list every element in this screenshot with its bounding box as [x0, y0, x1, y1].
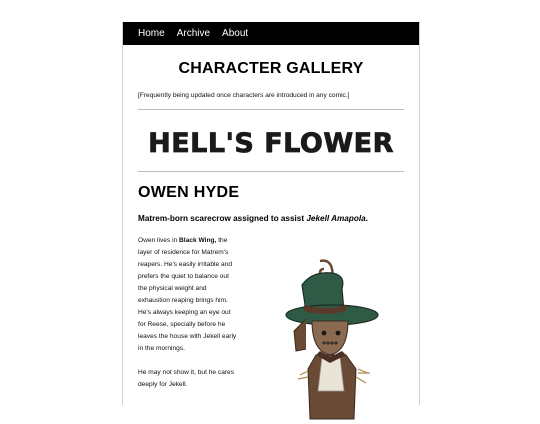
top-navbar [123, 22, 419, 45]
character-tagline [138, 214, 404, 223]
bio-text: the layer of residence for Matrem's reapers. He's easily irritable and prefers the quiet to balance out the physical weight and exhaustion reaping brings him. He's always keeping an eye out for Reese, specially before he leaves the house with Jekell early in the mornings. [138, 237, 237, 352]
tagline-end: . [365, 214, 368, 223]
comic-logo-graphic [148, 124, 394, 160]
nav-archive-link[interactable]: Archive [176, 28, 211, 39]
main-content [123, 60, 419, 391]
character-bio-section [138, 235, 404, 391]
character-name: OWEN HYDE [138, 184, 240, 201]
nav-about-link[interactable]: About [222, 28, 249, 39]
divider [138, 171, 404, 172]
bio-location: Black Wing, [179, 237, 217, 244]
bio-paragraph [138, 235, 238, 355]
logo-text: HELL'S FLOWER [148, 128, 394, 159]
tagline-text: Matrem-born scarecrow assigned to assist [138, 214, 307, 223]
divider [138, 109, 404, 110]
page-title: CHARACTER GALLERY [178, 60, 364, 77]
bio-paragraph [138, 367, 238, 391]
page-container [122, 22, 420, 405]
character-bio [138, 235, 238, 391]
bio-text: Owen lives in [138, 237, 180, 244]
nav-home-link[interactable]: Home [138, 28, 165, 39]
tagline-link-name: Jekell Amapola [306, 214, 366, 223]
update-note: [Frequently being updated once characters are introduced in any comic.] [138, 92, 350, 99]
bio-text: He may not show it, but he cares deeply for Jekell. [138, 369, 235, 388]
character-portrait [272, 259, 392, 424]
scarecrow-illustration [272, 259, 392, 419]
comic-logo [138, 124, 404, 160]
